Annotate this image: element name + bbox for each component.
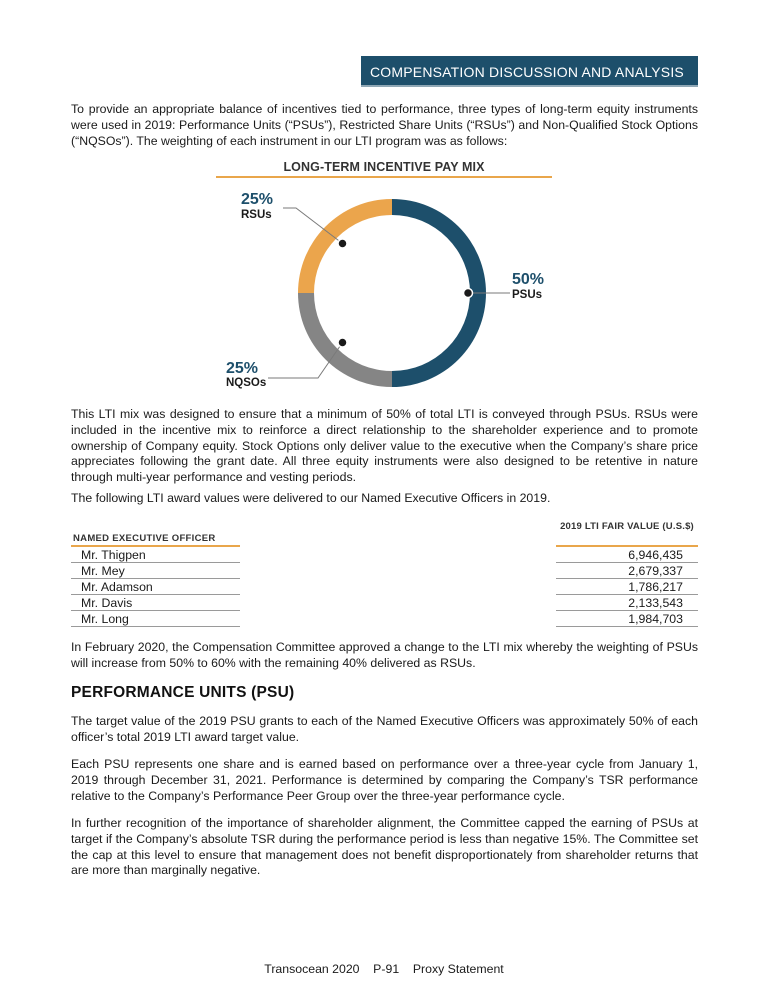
officer-name: Mr. Mey [81, 564, 125, 578]
officer-lti-value: 1,984,703 [628, 612, 683, 626]
chart-title-rule [216, 176, 552, 178]
slice-percent-nqsos: 25% [226, 360, 259, 377]
officer-name: Mr. Adamson [81, 580, 153, 594]
table-header-value [556, 520, 698, 533]
intro-paragraph: To provide an appropriate balance of incentives tied to performance, three types of long-term equity instruments were used in 2019: Performance Units (“PSUs”), Restricted Share Units (“RSUs”) and Non-Qualified Stock Options (“NQSOs”). The weighting of each instrument in our LTI program was as follows: [71, 102, 698, 148]
leader-dot-nqsos [338, 338, 347, 347]
leader-dot-rsus [338, 239, 347, 248]
table-row [71, 547, 698, 563]
officer-name: Mr. Long [81, 612, 129, 626]
slice-label-nqsos: NQSOs [226, 377, 267, 389]
officer-lti-value: 2,679,337 [628, 564, 683, 578]
slice-percent-rsus: 25% [241, 191, 274, 208]
table-row [71, 563, 698, 579]
chart-title: LONG-TERM INCENTIVE PAY MIX [283, 160, 485, 174]
officer-name: Mr. Davis [81, 596, 133, 610]
officer-lti-value: 6,946,435 [628, 548, 683, 562]
table-row [71, 595, 698, 611]
section-header-bar [361, 56, 698, 87]
award-intro-paragraph: The following LTI award values were delivered to our Named Executive Officers in 2019. [71, 491, 551, 505]
table-row [71, 611, 698, 627]
table-header-officer: NAMED EXECUTIVE OFFICER [73, 533, 216, 544]
slice-label-psus: PSUs [512, 289, 543, 301]
psu-paragraph-1: The target value of the 2019 PSU grants to each of the Named Executive Officers was approximately 50% of each officer’s total 2019 LTI award target value. [71, 714, 698, 744]
officer-name: Mr. Thigpen [81, 548, 146, 562]
slice-label-rsus: RSUs [241, 209, 272, 221]
mix-change-paragraph: In February 2020, the Compensation Committee approved a change to the LTI mix whereby the weighting of PSUs will increase from 50% to 60% with the remaining 40% delivered as RSUs. [71, 640, 698, 670]
lti-pay-mix-donut-chart [200, 180, 580, 395]
table-row [71, 579, 698, 595]
section-title: COMPENSATION DISCUSSION AND ANALYSIS [370, 63, 684, 80]
lti-mix-paragraph: This LTI mix was designed to ensure that a minimum of 50% of total LTI is conveyed through PSUs. RSUs were included in the incentive mix to reinforce a direct relationship to the shareholder experience and to promote ownership of Company equity. Stock Options only deliver value to the executive when the Company’s share price appreciates following the grant date. All three equity instruments were also designed to be retentive in nature through multi-year performance and vesting periods. [71, 407, 698, 485]
officer-lti-value: 1,786,217 [628, 580, 683, 594]
psu-paragraph-3: In further recognition of the importance of shareholder alignment, the Committee capped the earning of PSUs at target if the Company’s absolute TSR during the performance period is less than negative 15%. The Committee set the cap at this level to ensure that management does not benefit disproportionately from shareholder returns that are more than marginally negative. [71, 816, 698, 878]
page-footer: Transocean 2020 P-91 Proxy Statement [264, 962, 504, 976]
slice-percent-psus: 50% [512, 271, 545, 288]
table-header-value-text: 2019 LTI FAIR VALUE (U.S.$) [560, 521, 694, 532]
leader-dot-psus [464, 289, 473, 298]
officer-lti-value: 2,133,543 [628, 596, 683, 610]
section-heading-psu: PERFORMANCE UNITS (PSU) [71, 684, 295, 701]
psu-paragraph-2: Each PSU represents one share and is earned based on performance over a three-year cycle from January 1, 2019 through December 31, 2021. Performance is determined by comparing the Company’s TSR performance relative to the Company’s Performance Peer Group over the three-year performance cycle. [71, 757, 698, 803]
